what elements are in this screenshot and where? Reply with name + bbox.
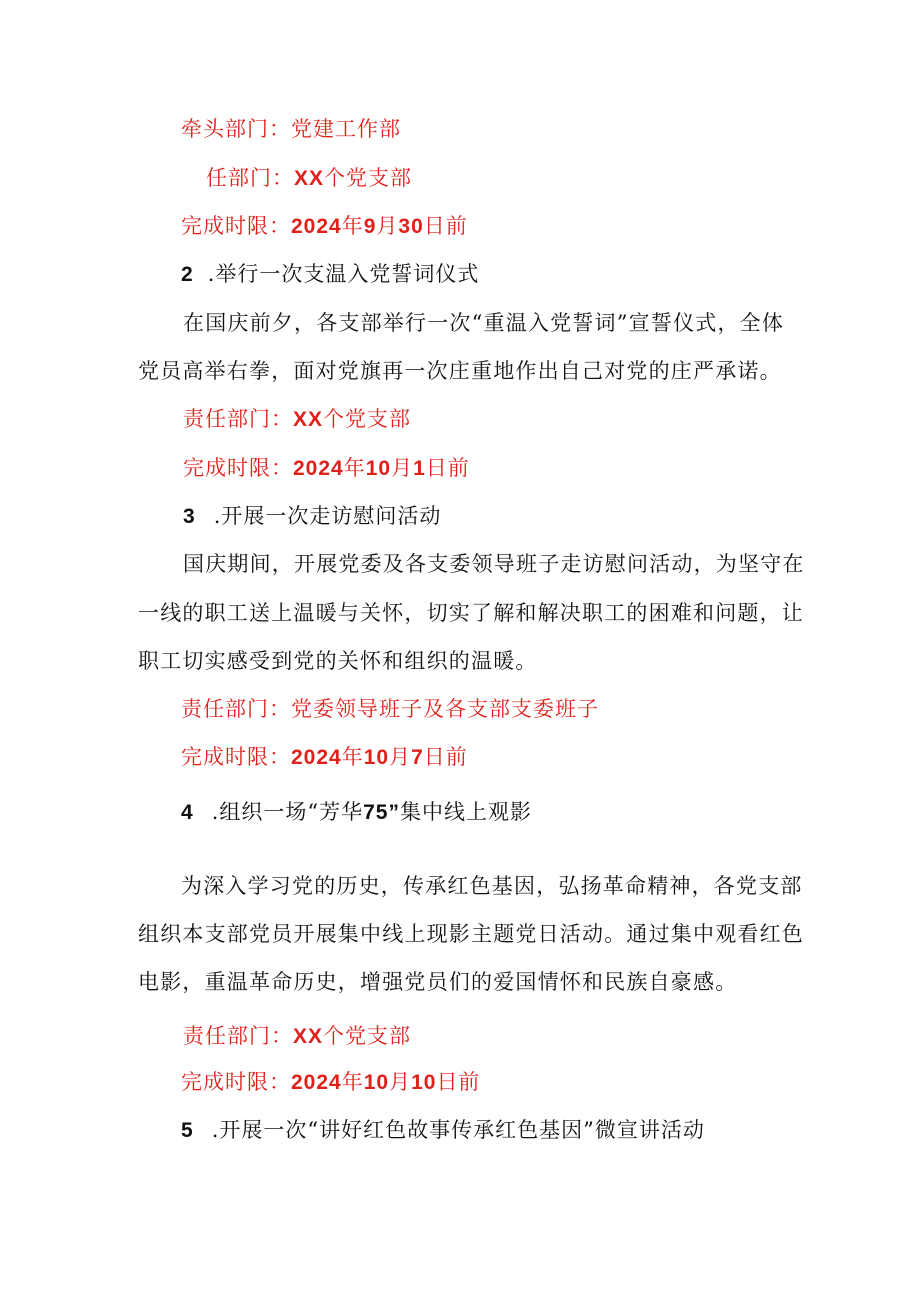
deadline-day: 10 [411, 1071, 437, 1094]
section-number: 3 [183, 505, 196, 528]
lead-dept-label: 牵头部门： [181, 117, 291, 141]
deadline-label: 完成时限： [181, 214, 291, 238]
deadline-day: 30 [398, 215, 424, 238]
deadline-year-unit: 年 [341, 214, 364, 238]
lead-dept-value: 党建工作部 [291, 117, 401, 141]
deadline-day-unit: 日前 [423, 214, 468, 238]
paragraph-line: 为深入学习党的历史，传承红色基因，弘扬革命精神，各党支部 [181, 874, 803, 898]
section-heading-3 [183, 501, 441, 532]
deadline-line [183, 453, 470, 484]
deadline-line [181, 211, 468, 242]
deadline-month-unit: 月 [389, 1070, 412, 1094]
deadline-day-unit: 日前 [425, 456, 470, 480]
deadline-label: 完成时限： [183, 456, 293, 480]
deadline-year: 2024 [291, 746, 342, 769]
deadline-line [181, 1067, 480, 1098]
section-title-pre: .组织一场“芳华 [211, 800, 364, 824]
resp-dept-value: 党委领导班子及各支部支委班子 [291, 697, 599, 721]
resp-dept-label: 责任部门： [181, 697, 291, 721]
resp-dept-line [181, 694, 599, 724]
deadline-day-unit: 日前 [436, 1070, 481, 1094]
deadline-label: 完成时限： [181, 745, 291, 769]
deadline-month-unit: 月 [389, 745, 412, 769]
deadline-month-unit: 月 [391, 456, 414, 480]
deadline-month: 10 [363, 746, 390, 769]
section-heading-5 [181, 1115, 705, 1146]
deadline-year: 2024 [291, 215, 342, 238]
deadline-month: 10 [363, 1071, 390, 1094]
section-heading-2 [181, 259, 479, 290]
deadline-day: 7 [411, 746, 424, 769]
section-heading-4 [181, 797, 532, 828]
paragraph-line: 党员高举右拳，面对党旗再一次庄重地作出自己对党的庄严承诺。 [138, 359, 782, 383]
resp-dept-line [183, 1021, 411, 1052]
deadline-line [181, 742, 468, 773]
section-number: 5 [181, 1119, 194, 1142]
section-title-post: 集中线上观影 [399, 800, 532, 824]
deadline-label: 完成时限： [181, 1070, 291, 1094]
resp-dept-label: 任部门： [206, 166, 294, 190]
deadline-year-unit: 年 [341, 1070, 364, 1094]
resp-dept-value: 个党支部 [324, 166, 413, 190]
deadline-year-unit: 年 [341, 745, 364, 769]
deadline-year: 2024 [291, 1071, 342, 1094]
resp-dept-line [206, 163, 412, 194]
deadline-day: 1 [413, 457, 426, 480]
resp-dept-value: 个党支部 [323, 1024, 412, 1048]
section-title-bold: 75” [363, 801, 400, 824]
deadline-year: 2024 [293, 457, 344, 480]
deadline-month: 9 [363, 215, 377, 238]
resp-dept-label: 责任部门： [183, 1024, 293, 1048]
paragraph-line: 电影，重温革命历史，增强党员们的爱国情怀和民族自豪感。 [138, 970, 738, 994]
resp-dept-value-bold: XX [293, 408, 324, 431]
deadline-year-unit: 年 [343, 456, 366, 480]
lead-dept-line [181, 114, 401, 144]
resp-dept-value-bold: XX [293, 1025, 324, 1048]
section-title: .开展一次走访慰问活动 [213, 504, 442, 528]
resp-dept-line [183, 404, 411, 435]
deadline-month: 10 [365, 457, 392, 480]
deadline-month-unit: 月 [376, 214, 399, 238]
section-number: 2 [181, 263, 194, 286]
paragraph-line: 一线的职工送上温暖与关怀，切实了解和解决职工的困难和问题，让 [138, 601, 804, 625]
paragraph-line: 组织本支部党员开展集中线上现影主题党日活动。通过集中观看红色 [138, 922, 804, 946]
resp-dept-value: 个党支部 [323, 407, 412, 431]
resp-dept-value-bold: XX [294, 167, 325, 190]
section-title: .举行一次支温入党誓词仪式 [207, 262, 480, 286]
paragraph-line: 国庆期间，开展党委及各支委领导班子走访慰问活动，为坚守在 [183, 552, 805, 576]
paragraph-line: 在国庆前夕，各支部举行一次“重温入党誓词”宣誓仪式，全体 [183, 311, 785, 335]
section-number: 4 [181, 801, 194, 824]
paragraph-line: 职工切实感受到党的关怀和组织的温暖。 [138, 649, 538, 673]
section-title: .开展一次“讲好红色故事传承红色基因”微宣讲活动 [211, 1118, 705, 1142]
deadline-day-unit: 日前 [423, 745, 468, 769]
resp-dept-label: 责任部门： [183, 407, 293, 431]
